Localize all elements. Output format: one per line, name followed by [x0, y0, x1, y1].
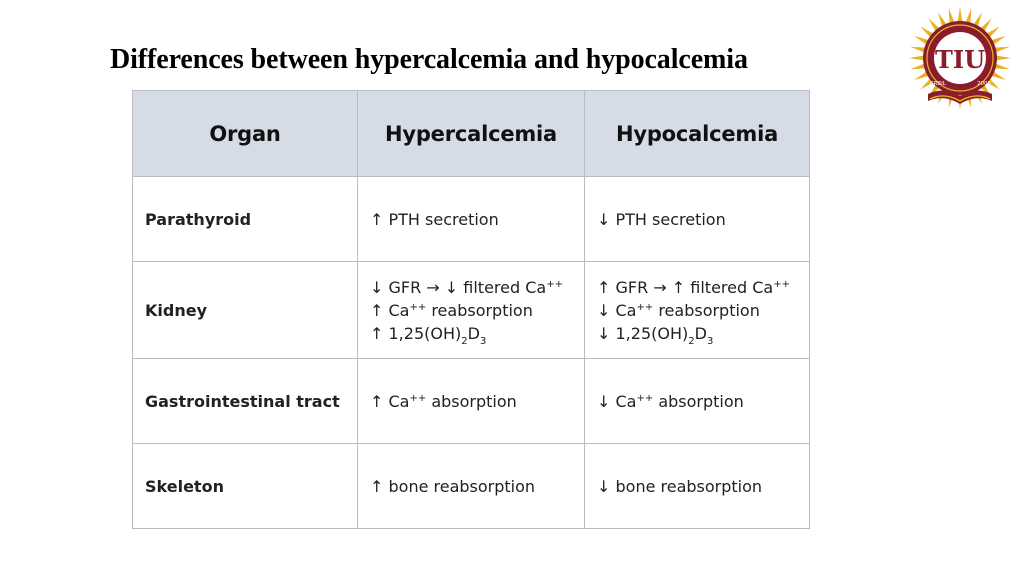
effect-line: ↓ Ca++ absorption [597, 391, 744, 411]
logo-monogram: TIU [934, 45, 986, 74]
university-logo-icon [898, 6, 1022, 112]
logo-left-text: ERBIL [930, 81, 946, 87]
logo-sun-ray [996, 56, 1011, 61]
effect-line: ↓ PTH secretion [597, 209, 726, 229]
logo-sun-ray [995, 64, 1010, 70]
logo-sun-ray [966, 8, 972, 23]
effect-line: ↑ Ca++ reabsorption [370, 300, 533, 320]
table-row [133, 444, 810, 529]
hypo-cell [585, 444, 810, 529]
effect-line: ↑ GFR → ↑ filtered Ca++ [597, 277, 790, 297]
hypo-cell [585, 262, 810, 359]
hyper-cell [358, 359, 585, 444]
university-logo [898, 6, 1022, 112]
table-row [133, 262, 810, 359]
table-header-row [133, 91, 810, 177]
effect-line: ↓ GFR → ↓ filtered Ca++ [370, 277, 563, 297]
logo-sun-ray [909, 56, 924, 61]
effect-line: ↑ Ca++ absorption [370, 391, 517, 411]
organ-cell: Gastrointestinal tract [133, 359, 358, 444]
table-row [133, 359, 810, 444]
effect-line: ↓ bone reabsorption [597, 476, 763, 496]
effect-line: ↑ bone reabsorption [370, 476, 536, 496]
effect-line: ↑ PTH secretion [370, 209, 499, 229]
hyper-cell [358, 262, 585, 359]
header-hypercalcemia: Hypercalcemia [358, 91, 585, 177]
header-hypocalcemia: Hypocalcemia [585, 91, 810, 177]
header-organ: Organ [133, 91, 358, 177]
organ-cell: Skeleton [133, 444, 358, 529]
effect-line: ↓ Ca++ reabsorption [597, 300, 760, 320]
organ-cell: Kidney [133, 262, 358, 359]
organ-cell: Parathyroid [133, 177, 358, 262]
hypo-cell [585, 359, 810, 444]
logo-sun-ray [995, 47, 1010, 53]
logo-right-text: 2008 [977, 81, 991, 87]
comparison-table [132, 90, 810, 529]
effect-line: ↑ $1,25(OH)_2D_3$ [370, 323, 487, 347]
table-row [133, 177, 810, 262]
logo-sun-ray [958, 7, 963, 22]
slide-title: Differences between hypercalcemia and hypocalcemia [110, 44, 748, 75]
hypo-cell [585, 177, 810, 262]
logo-sun-ray [910, 47, 925, 53]
hyper-cell [358, 177, 585, 262]
logo-sun-ray [910, 64, 925, 70]
hyper-cell [358, 444, 585, 529]
effect-line: ↓ $1,25(OH)_2D_3$ [597, 323, 714, 347]
logo-sun-ray [949, 8, 955, 23]
